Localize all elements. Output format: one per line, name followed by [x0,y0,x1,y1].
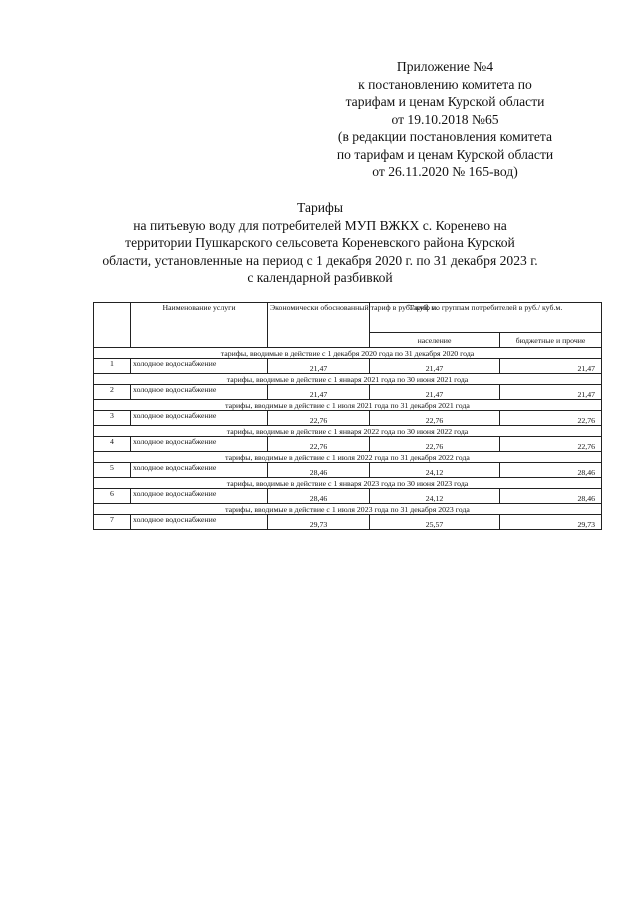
header-population: население [370,333,500,348]
table-row [94,463,602,478]
service-name: холодное водоснабжение [131,489,268,504]
economic-tariff-value: 22,76 [268,437,370,452]
appendix-line: тарифам и ценам Курской области [345,94,545,109]
table-row [94,385,602,400]
period-label: тарифы, вводимые в действие с 1 июля 2021 года по 31 декабря 2021 года [94,400,602,411]
tariff-table [93,302,602,530]
economic-tariff-value: 21,47 [268,359,370,374]
population-tariff-value: 24,12 [370,463,500,478]
period-row [94,426,602,437]
appendix-line: Приложение №4 [396,59,494,74]
population-tariff-value: 21,47 [370,385,500,400]
row-number: 1 [94,359,131,374]
service-name: холодное водоснабжение [131,385,268,400]
economic-tariff-value: 28,46 [268,489,370,504]
table-row [94,437,602,452]
row-number: 3 [94,411,131,426]
population-tariff-value: 22,76 [370,437,500,452]
table-row [94,359,602,374]
header-economic-tariff: Экономически обоснованный тариф в руб./ куб. м. [268,303,370,348]
tariff-table-body [94,348,602,530]
title-line: области, установленные на период с 1 декабря 2020 г. по 31 декабря 2023 г. [102,252,538,268]
economic-tariff-value: 22,76 [268,411,370,426]
table-row [94,411,602,426]
period-label: тарифы, вводимые в действие с 1 декабря 2020 года по 31 декабря 2020 года [94,348,602,359]
appendix-line: (в редакции постановления комитета [337,129,553,144]
header-group-tariff: Тариф по группам потребителей в руб./ куб.м. [370,303,602,333]
budget-tariff-value: 22,76 [500,437,602,452]
budget-tariff-value: 28,46 [500,463,602,478]
economic-tariff-value: 29,73 [268,515,370,530]
service-name: холодное водоснабжение [131,437,268,452]
period-row [94,374,602,385]
appendix-line: к постановлению комитета по [358,76,532,92]
row-number: 2 [94,385,131,400]
title-line: Тарифы [296,200,343,215]
period-row [94,452,602,463]
title-line: территории Пушкарского сельсовета Кореневского района Курской [125,235,515,250]
population-tariff-value: 25,57 [370,515,500,530]
economic-tariff-value: 28,46 [268,463,370,478]
population-tariff-value: 24,12 [370,489,500,504]
population-tariff-value: 21,47 [370,359,500,374]
budget-tariff-value: 22,76 [500,411,602,426]
document-title [90,199,550,287]
budget-tariff-value: 21,47 [500,359,602,374]
period-label: тарифы, вводимые в действие с 1 января 2021 года по 30 июня 2021 года [94,374,602,385]
budget-tariff-value: 29,73 [500,515,602,530]
period-label: тарифы, вводимые в действие с 1 января 2023 года по 30 июня 2023 года [94,478,602,489]
service-name: холодное водоснабжение [131,463,268,478]
period-label: тарифы, вводимые в действие с 1 июля 2023 года по 31 декабря 2023 года [94,504,602,515]
period-row [94,478,602,489]
title-line: с календарной разбивкой [247,270,393,285]
title-line: на питьевую воду для потребителей МУП ВЖКХ с. Коренево на [133,217,507,233]
table-row [94,489,602,504]
budget-tariff-value: 21,47 [500,385,602,400]
row-number: 6 [94,489,131,504]
header-number [94,303,131,348]
service-name: холодное водоснабжение [131,515,268,530]
appendix-block [300,58,590,181]
period-row [94,400,602,411]
period-row [94,348,602,359]
header-budget: бюджетные и прочие [500,333,602,348]
row-number: 7 [94,515,131,530]
appendix-line: от 26.11.2020 № 165-вод) [372,164,518,179]
period-label: тарифы, вводимые в действие с 1 июля 2022 года по 31 декабря 2022 года [94,452,602,463]
appendix-line: по тарифам и ценам Курской области [336,146,554,162]
economic-tariff-value: 21,47 [268,385,370,400]
table-row [94,515,602,530]
row-number: 5 [94,463,131,478]
service-name: холодное водоснабжение [131,359,268,374]
appendix-line: от 19.10.2018 №65 [391,111,499,127]
budget-tariff-value: 28,46 [500,489,602,504]
period-row [94,504,602,515]
period-label: тарифы, вводимые в действие с 1 января 2022 года по 30 июня 2022 года [94,426,602,437]
service-name: холодное водоснабжение [131,411,268,426]
header-service-name: Наименование услуги [131,303,268,348]
population-tariff-value: 22,76 [370,411,500,426]
row-number: 4 [94,437,131,452]
